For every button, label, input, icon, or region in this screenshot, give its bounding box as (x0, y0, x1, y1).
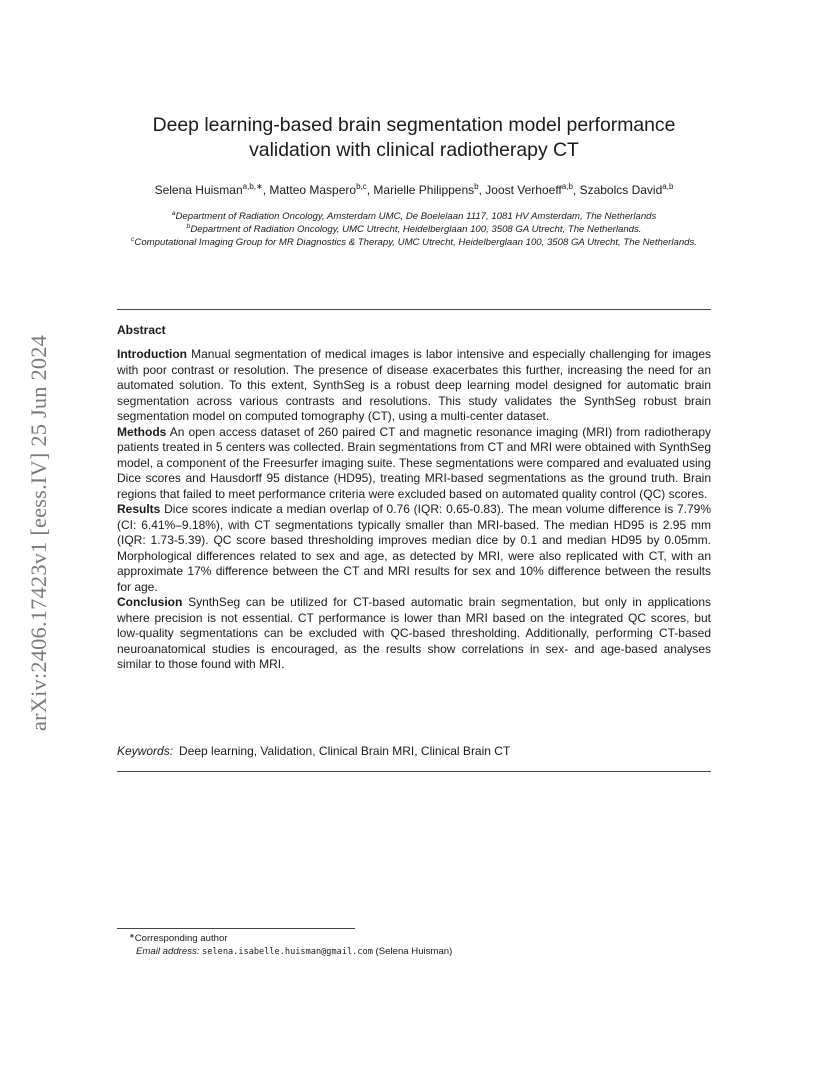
section-text: Dice scores indicate a median overlap of 0.76 (IQR: 0.65-0.83). The mean volume difference is 7.79% (CI: 6.41%–9.18%), with CT segmentations typically smaller than MRI-based. The median HD95 is 2.95 mm (IQR: 1.73-5.39). QC score based thresholding improves median dice by 0.1 and median HD95 by 0.05mm. Morphological differences related to sex and age, as detected by MRI, were also replicated with CT, with an approximate 17% difference between the CT and MRI results for sex and 10% difference between the results for age. (117, 502, 711, 594)
affiliation: $^a$Department of Radiation Oncology, Amsterdam UMC, De Boelelaan 1117, 1081 HV Amsterdam, The Netherlands (171, 210, 657, 222)
section-heading: Conclusion (117, 595, 183, 609)
abstract-heading: Abstract (117, 323, 166, 337)
abstract-methods (117, 425, 711, 503)
author: Szabolcs David$^{a,b}$ (579, 182, 674, 197)
affiliation: $^b$Department of Radiation Oncology, UMC Utrecht, Heidelberglaan 100, 3508 GA Utrecht, The Netherlands. (186, 223, 642, 235)
affiliation: $^c$Computational Imaging Group for MR Diagnostics & Therapy, UMC Utrecht, Heidelberglaan 100, 3508 GA Utrecht, The Netherlands. (131, 236, 697, 248)
email-address[interactable]: selena.isabelle.huisman@gmail.com (202, 947, 373, 957)
author: Marielle Philippens$^b$, (373, 182, 486, 197)
section-text: SynthSeg can be utilized for CT-based automatic brain segmentation, but only in applications where precision is not essential. CT performance is lower than MRI based on the integrated QC scores, but low-quality segmentations can be excluded with QC-based thresholding. Additionally, performing CT-based neuroanatomical studies is encouraged, as the results show correlations in sex- and age-based analyses similar to those found with MRI. (117, 595, 711, 671)
footnotes (117, 932, 452, 959)
paper-title-line-2: validation with clinical radiotherapy CT (249, 139, 579, 161)
corresponding-author-note: ∗Corresponding author (129, 933, 228, 944)
section-heading: Results (117, 502, 161, 516)
email-note: Email address: selena.isabelle.huisman@gmail.com (Selena Huisman) (136, 946, 453, 957)
section-text: Manual segmentation of medical images is labor intensive and especially challenging for images with poor contrast or resolution. The presence of disease exacerbates this further, increasing the need for an automated solution. To this extent, SynthSeg is a robust deep learning model designed for automatic brain segmentation across various contrasts and resolutions. This study validates the SynthSeg robust brain segmentation model on computed tomography (CT), using a multi-center dataset. (117, 347, 711, 423)
affiliation-list (117, 210, 711, 249)
paper-title (117, 113, 711, 163)
abstract-conclusion (117, 595, 711, 673)
arxiv-stamp (22, 290, 56, 775)
keywords-label: Keywords: (117, 744, 174, 758)
abstract-body (117, 347, 711, 673)
section-text: An open access dataset of 260 paired CT and magnetic resonance imaging (MRI) from radiotherapy patients treated in 5 centers was collected. Brain segmentations from CT and MRI were obtained with SynthSeg model, a component of the Freesurfer imaging suite. These segmentations were compared and evaluated using Dice scores and Hausdorff 95 distance (HD95), treating MRI-based segmentations as the ground truth. Brain regions that failed to meet performance criteria were excluded based on automated quality control (QC) scores. (117, 424, 712, 501)
section-heading: Methods (117, 424, 167, 439)
author: Matteo Maspero$^{b,c}$, (269, 182, 374, 197)
footnote-rule (117, 928, 355, 929)
abstract-top-rule (117, 309, 711, 310)
keywords-text: Deep learning, Validation, Clinical Brain MRI, Clinical Brain CT (179, 744, 511, 758)
author: Joost Verhoeff$^{a,b}$, (485, 182, 580, 197)
author: Selena Huisman$^{a,b,∗}$, (154, 182, 270, 197)
arxiv-stamp-text: arXiv:2406.17423v1 [eess.IV] 25 Jun 2024 (26, 334, 51, 731)
abstract-introduction (117, 347, 711, 425)
abstract-bottom-rule (117, 771, 711, 772)
abstract-results (117, 502, 711, 595)
section-heading: Introduction (117, 347, 187, 361)
paper-title-line-1: Deep learning-based brain segmentation model performance (152, 114, 676, 136)
keywords (117, 743, 510, 759)
author-list (117, 182, 711, 198)
